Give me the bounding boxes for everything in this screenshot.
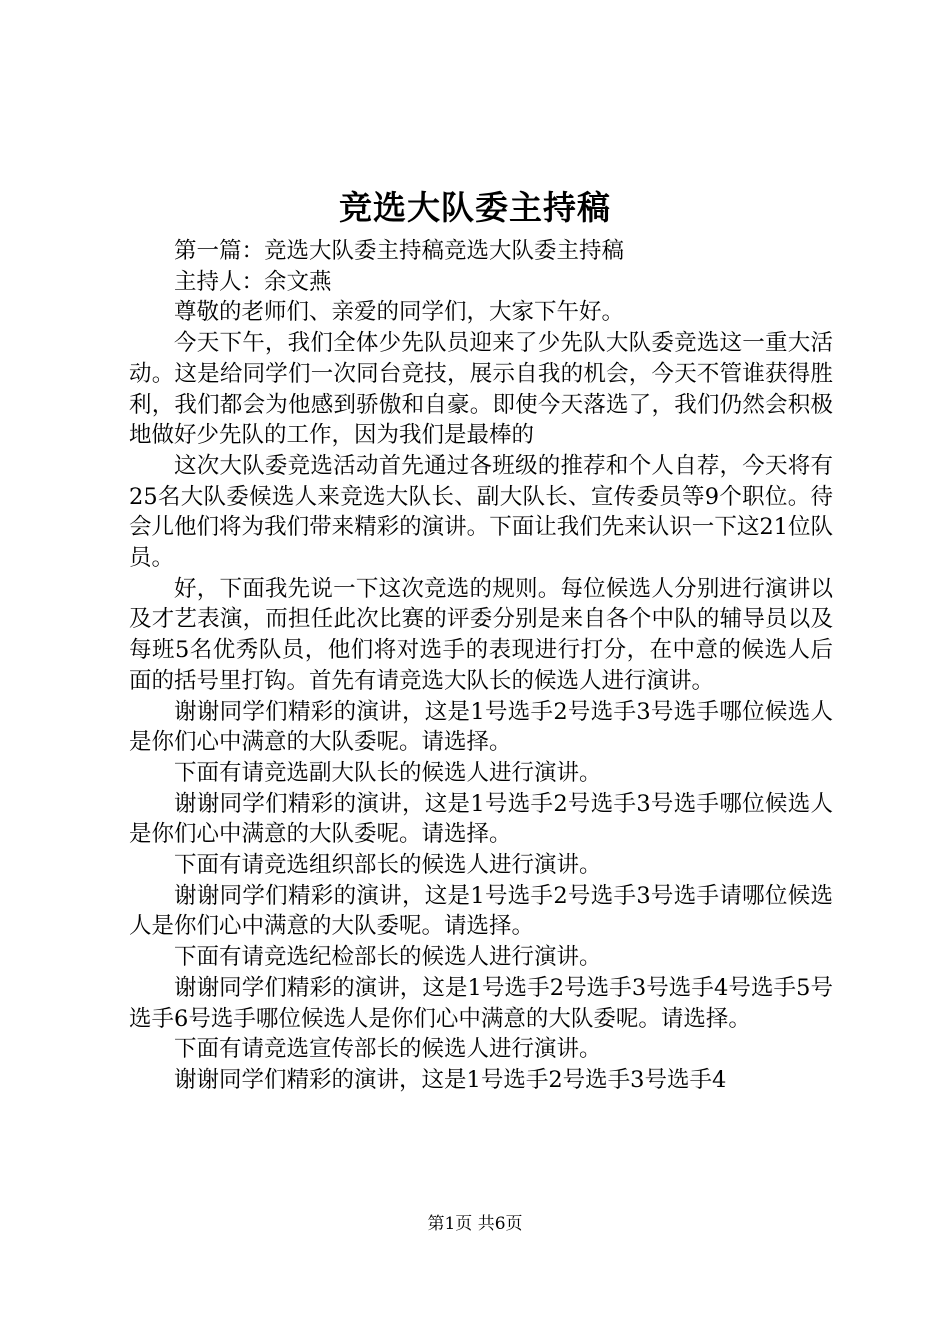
document-title: 竞选大队委主持稿 (339, 188, 611, 227)
paragraph: 这次大队委竞选活动首先通过各班级的推荐和个人自荐，今天将有25名大队委候选人来竞选大队长、副大队长、宣传委员等9个职位。待会儿他们将为我们带来精彩的演讲。下面让我们先来认识一下这21位队员。 (129, 452, 833, 572)
paragraph: 下面有请竞选副大队长的候选人进行演讲。 (174, 759, 602, 786)
paragraph: 谢谢同学们精彩的演讲，这是1号选手2号选手3号选手哪位候选人是你们心中满意的大队委呢。请选择。 (129, 698, 833, 756)
paragraph: 尊敬的老师们、亲爱的同学们，大家下午好。 (174, 299, 625, 326)
paragraph: 谢谢同学们精彩的演讲，这是1号选手2号选手3号选手4 (174, 1066, 727, 1093)
paragraph: 谢谢同学们精彩的演讲，这是1号选手2号选手3号选手4号选手5号选手6号选手哪位候选人是你们心中满意的大队委呢。请选择。 (129, 974, 833, 1032)
paragraph: 下面有请竞选组织部长的候选人进行演讲。 (174, 852, 602, 879)
paragraph: 谢谢同学们精彩的演讲，这是1号选手2号选手3号选手请哪位候选人是你们心中满意的大队委呢。请选择。 (129, 882, 833, 940)
paragraph: 谢谢同学们精彩的演讲，这是1号选手2号选手3号选手哪位候选人是你们心中满意的大队委呢。请选择。 (129, 790, 833, 848)
paragraph: 第一篇：竞选大队委主持稿竞选大队委主持稿 (174, 238, 625, 264)
page-footer: 第1页 共6页 (427, 1214, 523, 1234)
paragraph: 主持人：余文燕 (174, 268, 332, 295)
paragraph: 好，下面我先说一下这次竞选的规则。每位候选人分别进行演讲以及才艺表演，而担任此次比赛的评委分别是来自各个中队的辅导员以及每班5名优秀队员，他们将对选手的表现进行打分，在中意的候选人后面的括号里打钩。首先有请竞选大队长的候选人进行演讲。 (129, 575, 833, 694)
document-body (129, 236, 833, 1096)
paragraph: 下面有请竞选宣传部长的候选人进行演讲。 (174, 1036, 602, 1063)
paragraph: 下面有请竞选纪检部长的候选人进行演讲。 (174, 944, 602, 971)
paragraph: 今天下午，我们全体少先队员迎来了少先队大队委竞选这一重大活动。这是给同学们一次同台竞技，展示自我的机会，今天不管谁获得胜利，我们都会为他感到骄傲和自豪。即使今天落选了，我们仍然会积极地做好少先队的工作，因为我们是最棒的 (129, 330, 833, 449)
